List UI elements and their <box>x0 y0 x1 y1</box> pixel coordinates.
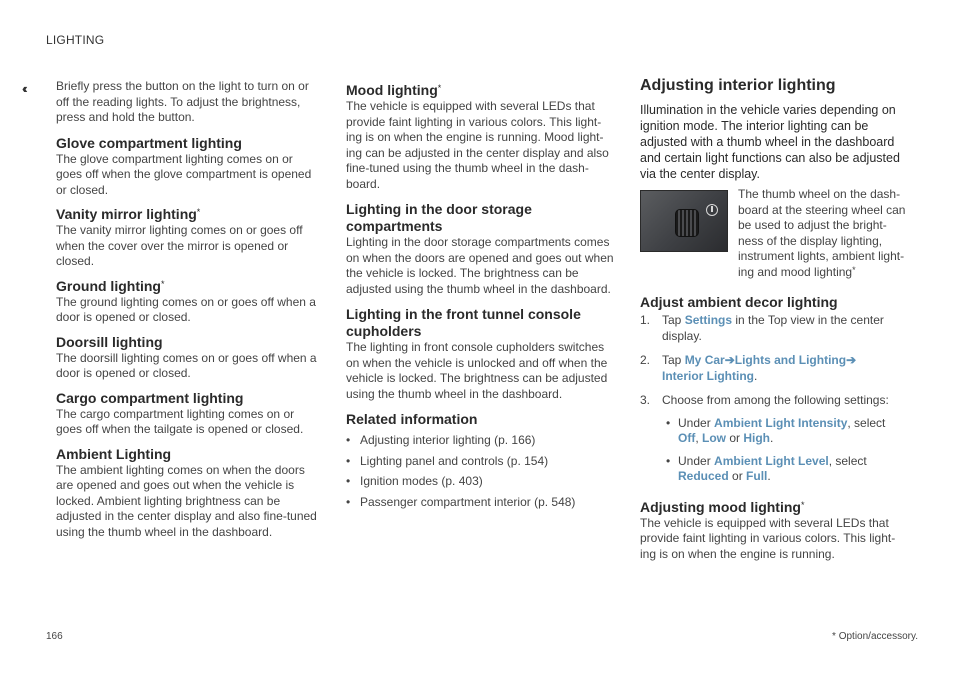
column-3 <box>640 76 910 562</box>
my-car-link[interactable]: My Car <box>684 353 725 367</box>
option-level: • Under Ambient Light Level, select Reduced or Full. <box>640 454 910 485</box>
section-body: The glove compartment lighting comes on or goes off when the glove compartment is opened or closed. <box>56 151 312 197</box>
lights-and-lighting-link[interactable]: Lights and Lighting <box>734 353 847 367</box>
arrow-right-icon: ➔ <box>846 353 857 367</box>
section-cupholders <box>346 306 616 402</box>
footnote-asterisk: * <box>437 83 442 93</box>
footnote-asterisk: * <box>196 207 201 217</box>
section-door-storage <box>346 201 616 297</box>
intro-text: Illumination in the vehicle varies depending on ignition mode. The interior lighting can be adjusted with a thumb wheel in the dashboard and certain light functions can also be adjusted via the center display. <box>640 103 900 181</box>
section-title: Cargo compartment lighting <box>56 389 244 406</box>
section-doorsill <box>56 334 321 382</box>
option-reduced[interactable]: Reduced <box>678 469 729 483</box>
option-intensity: • Under Ambient Light Intensity, select Off, Low or High. <box>640 416 910 447</box>
option-low[interactable]: Low <box>702 431 726 445</box>
settings-link[interactable]: Settings <box>684 313 733 327</box>
section-title: Vanity mirror lighting* <box>56 206 201 222</box>
section-vanity <box>56 206 321 270</box>
section-body: The vanity mirror lighting comes on or goes off when the cover over the mirror is opened or closed. <box>56 223 303 268</box>
footnote-asterisk: * <box>852 264 856 275</box>
section-body: Lighting in the door storage compartments comes on when the doors are opened and goes out when the vehicle is locked. The brightness can be adjusted using the thumb wheel in the dashboard. <box>346 235 614 296</box>
section-ground <box>56 278 321 326</box>
section-body: The ground lighting comes on or goes off when a door is opened or closed. <box>56 294 316 324</box>
option-full[interactable]: Full <box>746 469 768 483</box>
step-2: 2. Tap My Car➔Lights and Lighting➔ Interior Lighting. <box>640 353 857 383</box>
brightness-icon <box>706 204 718 216</box>
column-1 <box>56 79 321 540</box>
footnote: * Option/accessory. <box>832 631 918 642</box>
arrow-right-icon: ➔ <box>724 353 735 367</box>
section-body: The lighting in front console cupholders switches on when the vehicle is unlocked and off when the vehicle is locked. The brightness can be adjusted using the thumb wheel in the dashboard. <box>346 340 608 401</box>
section-title: Ambient Lighting <box>56 445 172 462</box>
section-title: Lighting in the door storage compartments <box>346 201 532 234</box>
continuation-marker: ‹‹ <box>22 81 25 96</box>
ambient-intensity-link[interactable]: Ambient Light Intensity <box>714 415 848 430</box>
section-mood <box>346 82 616 192</box>
section-body: The vehicle is equipped with several LEDs that provide faint lighting in various colors. This light-ing is on when the engine is running. Mood light-ing can be adjusted in the center display and also fine-tuned using the thumb wheel in the dash-board. <box>346 99 609 191</box>
footnote-asterisk: * <box>160 278 165 289</box>
figure-caption: The thumb wheel on the dash-board at the steering wheel can be used to adjust the bright-ness of the display lighting, instrument lights, ambient light-ing and mood lighting* <box>738 187 906 279</box>
section-body: The cargo compartment lighting comes on or goes off when the tailgate is opened or closed. <box>56 406 304 436</box>
thumb-wheel-photo <box>640 190 728 252</box>
section-title: Mood lighting* <box>346 82 442 98</box>
section-glove <box>56 135 321 199</box>
section-cargo <box>56 390 321 438</box>
column-2 <box>346 82 616 510</box>
thumb-wheel-icon <box>675 209 699 237</box>
decor-title: Adjust ambient decor lighting <box>640 294 838 310</box>
related-title: Related information <box>346 411 478 427</box>
section-title: Doorsill lighting <box>56 333 163 350</box>
ambient-level-link[interactable]: Ambient Light Level <box>714 453 829 468</box>
step-3: 3. Choose from among the following settings: <box>640 393 889 407</box>
related-link[interactable]: • Adjusting interior lighting (p. 166) <box>346 433 616 449</box>
option-high[interactable]: High <box>743 431 771 445</box>
main-title: Adjusting interior lighting <box>640 77 836 94</box>
mood-title: Adjusting mood lighting* <box>640 498 805 515</box>
section-ambient <box>56 446 321 541</box>
section-body: The ambient lighting comes on when the doors are opened and goes out when the vehicle is locked. Ambient lighting brightness can be adjusted in the center display and also fine-tuned using the thumb wheel in the dashboard. <box>56 462 317 539</box>
mood-body: The vehicle is equipped with several LEDs that provide faint lighting in various colors. This light-ing is on when the engine is running. <box>640 515 896 561</box>
footnote-asterisk: * <box>800 499 805 510</box>
section-title: Lighting in the front tunnel console cupholders <box>346 306 581 339</box>
related-link[interactable]: • Lighting panel and controls (p. 154) <box>346 454 616 470</box>
related-link[interactable]: • Passenger compartment interior (p. 548) <box>346 495 616 511</box>
step-1: 1. Tap Settings in the Top view in the center display. <box>640 313 884 343</box>
section-title: Ground lighting* <box>56 277 165 294</box>
page-number: 166 <box>46 631 63 642</box>
intro-text: Briefly press the button on the light to turn on or off the reading lights. To adjust the brightness, press and hold the button. <box>56 79 309 124</box>
section-title: Glove compartment lighting <box>56 134 242 151</box>
related-link[interactable]: • Ignition modes (p. 403) <box>346 474 616 490</box>
figure-row <box>640 187 910 280</box>
interior-lighting-link[interactable]: Interior Lighting <box>662 368 754 383</box>
section-header: LIGHTING <box>46 33 105 47</box>
option-off[interactable]: Off <box>678 431 696 445</box>
section-body: The doorsill lighting comes on or goes off when a door is opened or closed. <box>56 350 317 380</box>
related-information <box>346 411 616 510</box>
